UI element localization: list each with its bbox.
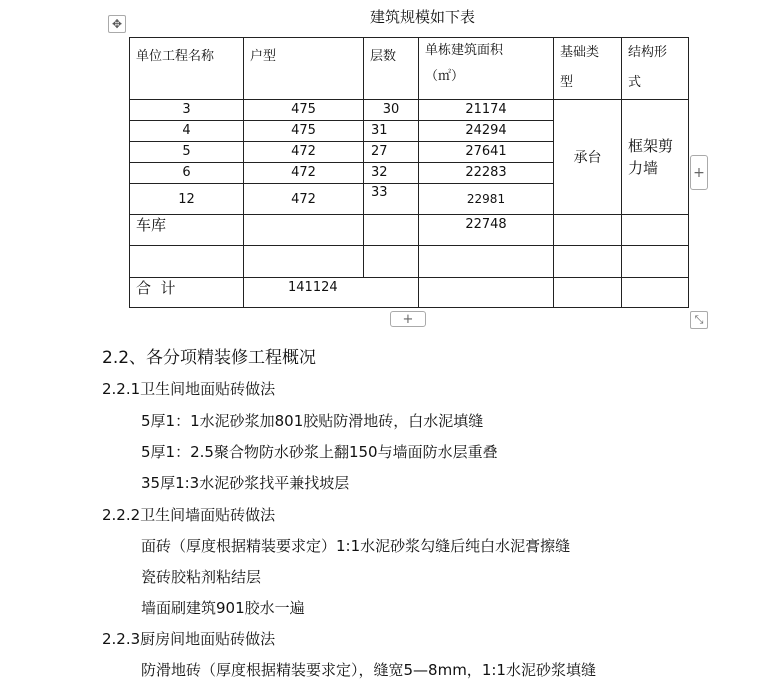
- cell-empty[interactable]: [554, 246, 622, 278]
- cell-type[interactable]: [244, 215, 364, 246]
- header-type[interactable]: 户型: [244, 38, 364, 100]
- header-floors[interactable]: 层数: [364, 38, 419, 100]
- cell-empty[interactable]: [130, 246, 244, 278]
- cell-foundation[interactable]: 承台: [554, 100, 622, 215]
- paragraph: 防滑地砖（厚度根据精装要求定），缝宽5—8mm，1:1水泥砂浆填缝: [141, 661, 596, 679]
- cell-name[interactable]: 12: [130, 184, 244, 215]
- cell-name[interactable]: 3: [130, 100, 244, 121]
- cell-floors[interactable]: 33: [364, 184, 419, 215]
- section-heading-2-2-2: 2.2.2卫生间墙面贴砖做法: [102, 506, 276, 524]
- cell-type[interactable]: 472: [244, 142, 364, 163]
- cell-name[interactable]: 车库: [130, 215, 244, 246]
- building-scale-table: [129, 37, 689, 308]
- paragraph: 35厚1:3水泥砂浆找平兼找坡层: [141, 474, 350, 492]
- table-row-garage: [130, 215, 689, 246]
- header-foundation[interactable]: 基础类 型: [554, 38, 622, 100]
- cell-floors[interactable]: 30: [364, 100, 419, 121]
- cell-area[interactable]: 22283: [419, 163, 554, 184]
- cell-area[interactable]: 22981: [419, 184, 554, 215]
- cell-empty[interactable]: [419, 246, 554, 278]
- table-row: [130, 100, 689, 121]
- section-heading-2-2-3: 2.2.3厨房间地面贴砖做法: [102, 630, 276, 648]
- cell-name[interactable]: 4: [130, 121, 244, 142]
- cell-type[interactable]: 472: [244, 163, 364, 184]
- paragraph: 面砖（厚度根据精装要求定）1:1水泥砂浆勾缝后纯白水泥膏擦缝: [141, 537, 571, 555]
- paragraph: 5厚1：2.5聚合物防水砂浆上翻150与墙面防水层重叠: [141, 443, 498, 461]
- cell-area[interactable]: 27641: [419, 142, 554, 163]
- cell-empty[interactable]: [419, 278, 554, 308]
- table-resize-icon[interactable]: ⤡: [690, 311, 708, 329]
- cell-area[interactable]: 22748: [419, 215, 554, 246]
- paragraph: 瓷砖胶粘剂粘结层: [141, 568, 262, 586]
- cell-structure[interactable]: 框架剪 力墙: [622, 100, 689, 215]
- section-heading-2-2: 2.2、各分项精装修工程概况: [102, 348, 317, 368]
- table-move-handle-icon[interactable]: ✥: [108, 15, 126, 33]
- header-name[interactable]: 单位工程名称: [130, 38, 244, 100]
- cell-type[interactable]: 475: [244, 100, 364, 121]
- cell-total-value[interactable]: 141124: [244, 278, 419, 308]
- cell-area[interactable]: 21174: [419, 100, 554, 121]
- add-column-button[interactable]: +: [690, 155, 708, 190]
- paragraph: 墙面刷建筑901胶水一遍: [141, 599, 305, 617]
- table-caption: 建筑规模如下表: [370, 8, 476, 26]
- paragraph: 5厚1：1水泥砂浆加801胶贴防滑地砖，白水泥填缝: [141, 412, 484, 430]
- cell-type[interactable]: 475: [244, 121, 364, 142]
- cell-foundation[interactable]: [554, 215, 622, 246]
- cell-name[interactable]: 6: [130, 163, 244, 184]
- add-row-button[interactable]: +: [390, 311, 426, 327]
- cell-empty[interactable]: [622, 278, 689, 308]
- cell-empty[interactable]: [554, 278, 622, 308]
- table-row-total: [130, 278, 689, 308]
- cell-name[interactable]: 5: [130, 142, 244, 163]
- cell-structure[interactable]: [622, 215, 689, 246]
- cell-floors[interactable]: 31: [364, 121, 419, 142]
- cell-total-label[interactable]: 合 计: [130, 278, 244, 308]
- cell-empty[interactable]: [622, 246, 689, 278]
- section-heading-2-2-1: 2.2.1卫生间地面贴砖做法: [102, 380, 276, 398]
- table-row-empty: [130, 246, 689, 278]
- header-area[interactable]: 单栋建筑面积 （㎡）: [419, 38, 554, 100]
- cell-floors[interactable]: 32: [364, 163, 419, 184]
- cell-floors[interactable]: 27: [364, 142, 419, 163]
- header-structure[interactable]: 结构形 式: [622, 38, 689, 100]
- cell-empty[interactable]: [364, 246, 419, 278]
- cell-type[interactable]: 472: [244, 184, 364, 215]
- cell-floors[interactable]: [364, 215, 419, 246]
- cell-area[interactable]: 24294: [419, 121, 554, 142]
- cell-empty[interactable]: [244, 246, 364, 278]
